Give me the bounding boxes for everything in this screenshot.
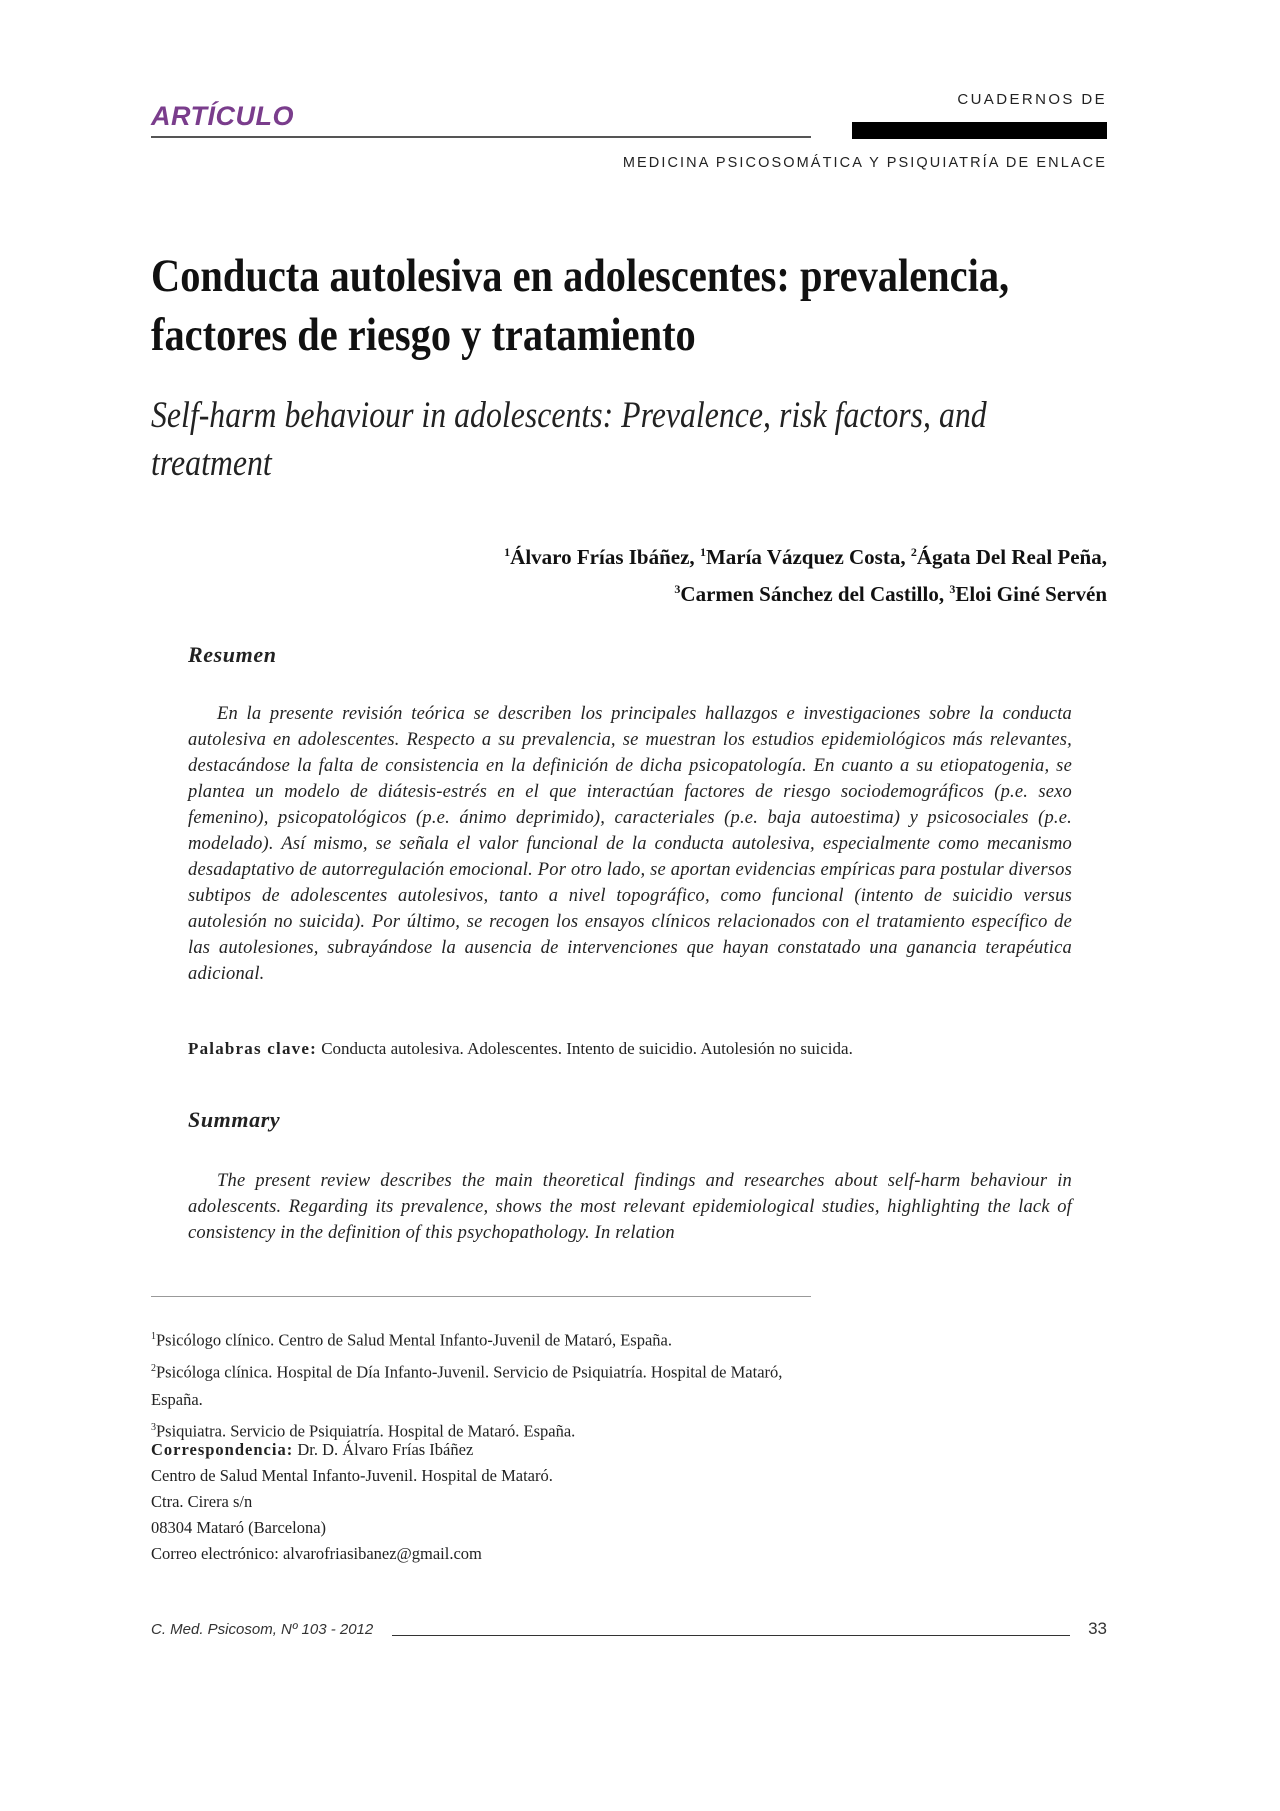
- author-name: Ágata Del Real Peña,: [916, 545, 1107, 569]
- author-affiliation-sup: 1: [504, 545, 511, 559]
- journal-name-top: CUADERNOS DE: [957, 91, 1107, 108]
- correspondence-line: [151, 1437, 851, 1463]
- resumen-body: [188, 701, 1072, 987]
- journal-bar: [852, 122, 1107, 139]
- correspondence-label: Correspondencia:: [151, 1440, 294, 1459]
- footnote-sup: 3: [151, 1422, 156, 1433]
- correspondence-email: Correo electrónico: alvarofriasibanez@gmail.com: [151, 1544, 482, 1563]
- footnote-text: Psicólogo clínico. Centro de Salud Mental Infanto-Juvenil de Mataró, España.: [156, 1330, 672, 1350]
- author-name: María Vázquez Costa,: [705, 545, 911, 569]
- author-affiliation-sup: 3: [674, 582, 681, 596]
- footnote-text: Psiquiatra. Servicio de Psiquiatría. Hospital de Mataró. España.: [156, 1421, 576, 1441]
- resumen-text: En la presente revisión teórica se describen los principales hallazgos e investigaciones sobre la conducta autolesiva en adolescentes. Respecto a su prevalencia, se muestran los estudios epidemiológicos más relevantes, destacándose la falta de consistencia en la definición de dicha psicopatología. En cuanto a su etiopatogenia, se plantea un modelo de diátesis-estrés en el que interactúan factores de riesgo sociodemográficos (p.e. sexo femenino), psicopatológicos (p.e. ánimo deprimido), caracteriales (p.e. baja autoestima) y psicosociales (p.e. modelado). Así mismo, se señala el valor funcional de la conducta autolesiva, especialmente como mecanismo desadaptativo de autorregulación emocional. Por otro lado, se aportan evidencias empíricas para postular diversos subtipos de adolescentes autolesivos, tanto a nivel topográfico, como funcional (intento de suicidio versus autolesión no suicida). Por último, se recogen los ensayos clínicos relacionados con el tratamiento específico de las autolesiones, subrayándose la ausencia de intervenciones que hayan constatado una ganancia terapéutica adicional.: [188, 704, 1072, 984]
- author-name: Álvaro Frías Ibáñez,: [510, 545, 700, 569]
- journal-reference: C. Med. Psicosom, Nº 103 - 2012: [151, 1621, 374, 1638]
- page-number: 33: [1088, 1619, 1107, 1638]
- keywords-label: Palabras clave:: [188, 1039, 317, 1058]
- correspondence-line: Centro de Salud Mental Infanto-Juvenil. Hospital de Mataró.: [151, 1466, 553, 1485]
- author-affiliation-sup: 3: [949, 582, 956, 596]
- correspondence-line: 08304 Mataró (Barcelona): [151, 1518, 327, 1537]
- resumen-heading: Resumen: [188, 642, 277, 667]
- author-affiliation-sup: 2: [910, 545, 917, 559]
- authors: [207, 536, 1107, 610]
- title-spanish-line1: Conducta autolesiva en adolescentes: prevalencia,: [151, 250, 1010, 302]
- footnote-item: [151, 1355, 811, 1415]
- footnote-rule: [151, 1296, 811, 1297]
- title-english: [151, 392, 1111, 488]
- journal-name-sub: MEDICINA PSICOSOMÁTICA Y PSIQUIATRÍA DE ENLACE: [622, 155, 1107, 171]
- header-rule: [151, 136, 811, 138]
- author-name: Eloi Giné Servén: [955, 582, 1107, 606]
- author-affiliation-sup: 1: [699, 545, 706, 559]
- correspondence-name: Dr. D. Álvaro Frías Ibáñez: [293, 1440, 474, 1459]
- section-tag: ARTÍCULO: [151, 101, 294, 131]
- correspondence-line: Ctra. Cirera s/n: [151, 1492, 253, 1511]
- keywords: [188, 1039, 1088, 1059]
- summary-heading: Summary: [188, 1107, 281, 1132]
- footnote-item: [151, 1323, 851, 1355]
- footnote-text: Psicóloga clínica. Hospital de Día Infanto-Juvenil. Servicio de Psiquiatría. Hospital de Mataró, España.: [151, 1362, 783, 1409]
- author-name: Carmen Sánchez del Castillo,: [680, 582, 950, 606]
- footnote-sup: 2: [151, 1362, 156, 1374]
- correspondence: [151, 1437, 851, 1567]
- authors-line1: [207, 536, 1107, 573]
- title-english-line1: Self-harm behaviour in adolescents: Prevalence, risk factors, and: [151, 395, 987, 436]
- summary-text: The present review describes the main theoretical findings and researches about self-harm behaviour in adolescents. Regarding its prevalence, shows the most relevant epidemiological studies, highlighting the lack of consistency in the definition of this psychopathology. In relation: [188, 1171, 1072, 1243]
- keywords-text: Conducta autolesiva. Adolescentes. Intento de suicidio. Autolesión no suicida.: [316, 1039, 853, 1058]
- title-spanish: [151, 247, 1111, 365]
- title-spanish-line2: factores de riesgo y tratamiento: [151, 309, 696, 361]
- title-english-line2: treatment: [151, 443, 272, 484]
- footer-rule: [392, 1635, 1070, 1636]
- summary-body: [188, 1168, 1072, 1246]
- authors-line2: [207, 573, 1107, 610]
- footnote-sup: 1: [151, 1331, 156, 1342]
- footnotes: [151, 1323, 851, 1446]
